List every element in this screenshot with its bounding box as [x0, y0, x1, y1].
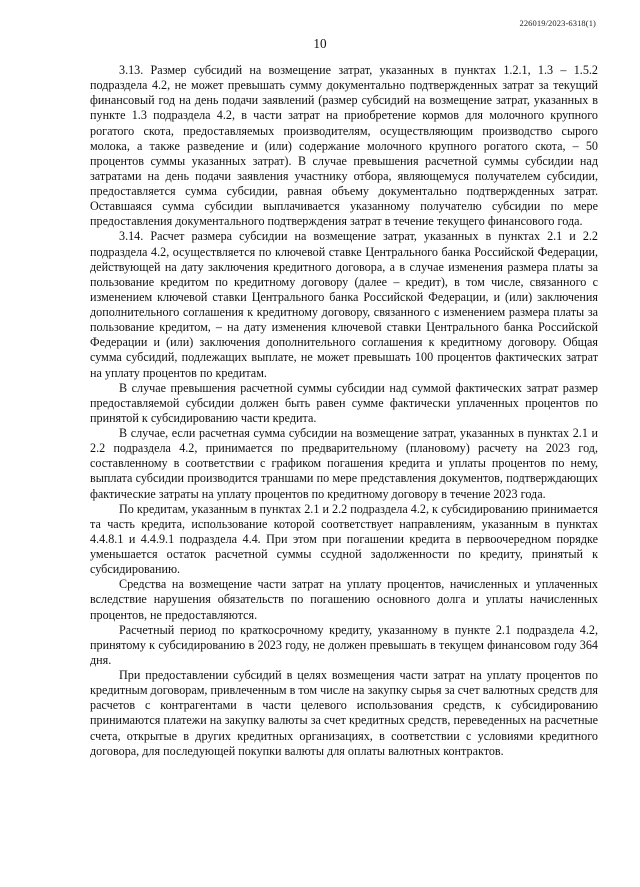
paragraph-short-term-period: Расчетный период по краткосрочному кредиту, указанному в пункте 2.1 подраздела 4.2, принятому к субсидированию в 2023 году, не должен превышать в текущем финансовом году 364 дня.: [90, 622, 598, 667]
paragraph-penalty-interest: Средства на возмещение части затрат на уплату процентов, начисленных и уплаченных вследствие нарушения обязательств по погашению основного долга и уплаты начисленных процентов, не предоставляются.: [90, 577, 598, 622]
page-number: 10: [313, 36, 327, 51]
paragraph-planned-calculation: В случае, если расчетная сумма субсидии на возмещение затрат, указанных в пунктах 2.1 и 2.2 подраздела 4.2, принимается по предварительному (плановому) расчету на 2023 год, составленному в соответствии с графиком погашения кредита и уплаты процентов по нему, выплата субсидии производится траншами по мере представления документов, подтверждающих фактические затраты на уплату процентов по кредитному договору в течение 2023 года.: [90, 426, 598, 501]
paragraph-3-14: 3.14. Расчет размера субсидии на возмещение затрат, указанных в пунктах 2.1 и 2.2 подраздела 4.2, осуществляется по ключевой ставке Центрального банка Российской Федерации, действующей на дату заключения кредитного договора, а в случае изменения размера платы за пользование кредитом по кредитному договору (далее – кредит), в том числе, связанного с изменением ключевой ставки Центрального банка Российской Федерации, и (или) заключения дополнительного соглашения к кредитному договору, связанного с изменением размера платы за пользование кредитом, – на дату изменения ключевой ставки Центрального банка Российской Федерации и (или) заключения дополнительного соглашения к кредитному договору. Общая сумма субсидий, подлежащих выплате, не может превышать 100 процентов фактических затрат на уплату процентов по кредитам.: [90, 229, 598, 380]
document-body: [90, 63, 598, 759]
document-registration-number: 226019/2023-6318(1): [519, 18, 596, 28]
paragraph-3-13: 3.13. Размер субсидий на возмещение затрат, указанных в пунктах 1.2.1, 1.3 – 1.5.2 подраздела 4.2, не может превышать сумму документально подтвержденных затрат за текущий финансовый год на день подачи заявлений (размер субсидий на возмещение затрат, указанных в пункте 1.3 подраздела 4.2, в части затрат на приобретение кормов для молочного крупного рогатого скота, предоставляемых производителям, осуществляющим производство сырого молока, а также разведение и (или) содержание молочного крупного рогатого скота, – 50 процентов суммы указанных затрат). В случае превышения расчетной суммы субсидии над затратами на день подачи заявления участнику отбора, являющемуся получателем субсидии, предоставляется сумма субсидии, равная объему документально подтвержденных затрат. Оставшаяся сумма субсидии выплачивается указанному получателю субсидии по мере предоставления документального подтверждения затрат в течение текущего финансового года.: [90, 63, 598, 229]
paragraph-currency-loans: При предоставлении субсидий в целях возмещения части затрат на уплату процентов по кредитным договорам, привлеченным в том числе на закупку сырья за счет валютных средств для расчетов с контрагентами в части целевого использования средств, к субсидированию принимаются платежи на закупку валюты за счет кредитных средств, переведенных на расчетные счета, открытые в других кредитных организациях, в соответствии с условиями кредитного договора, для последующей покупки валюты для оплаты валютных контрактов.: [90, 668, 599, 758]
paragraph-excess-subsidy: В случае превышения расчетной суммы субсидии над суммой фактических затрат размер предоставляемой субсидии должен быть равен сумме фактически уплаченных процентов по принятой к субсидированию части кредита.: [90, 380, 598, 425]
paragraph-credit-portion: По кредитам, указанным в пунктах 2.1 и 2.2 подраздела 4.2, к субсидированию принимается та часть кредита, использование которой соответствует направлениям, указанным в пунктах 4.4.8.1 и 4.4.9.1 подраздела 4.4. При этом при погашении кредита в первоочередном порядке уменьшается остаток расчетной суммы ссудной задолженности по кредиту, принятый к субсидированию.: [90, 501, 598, 577]
